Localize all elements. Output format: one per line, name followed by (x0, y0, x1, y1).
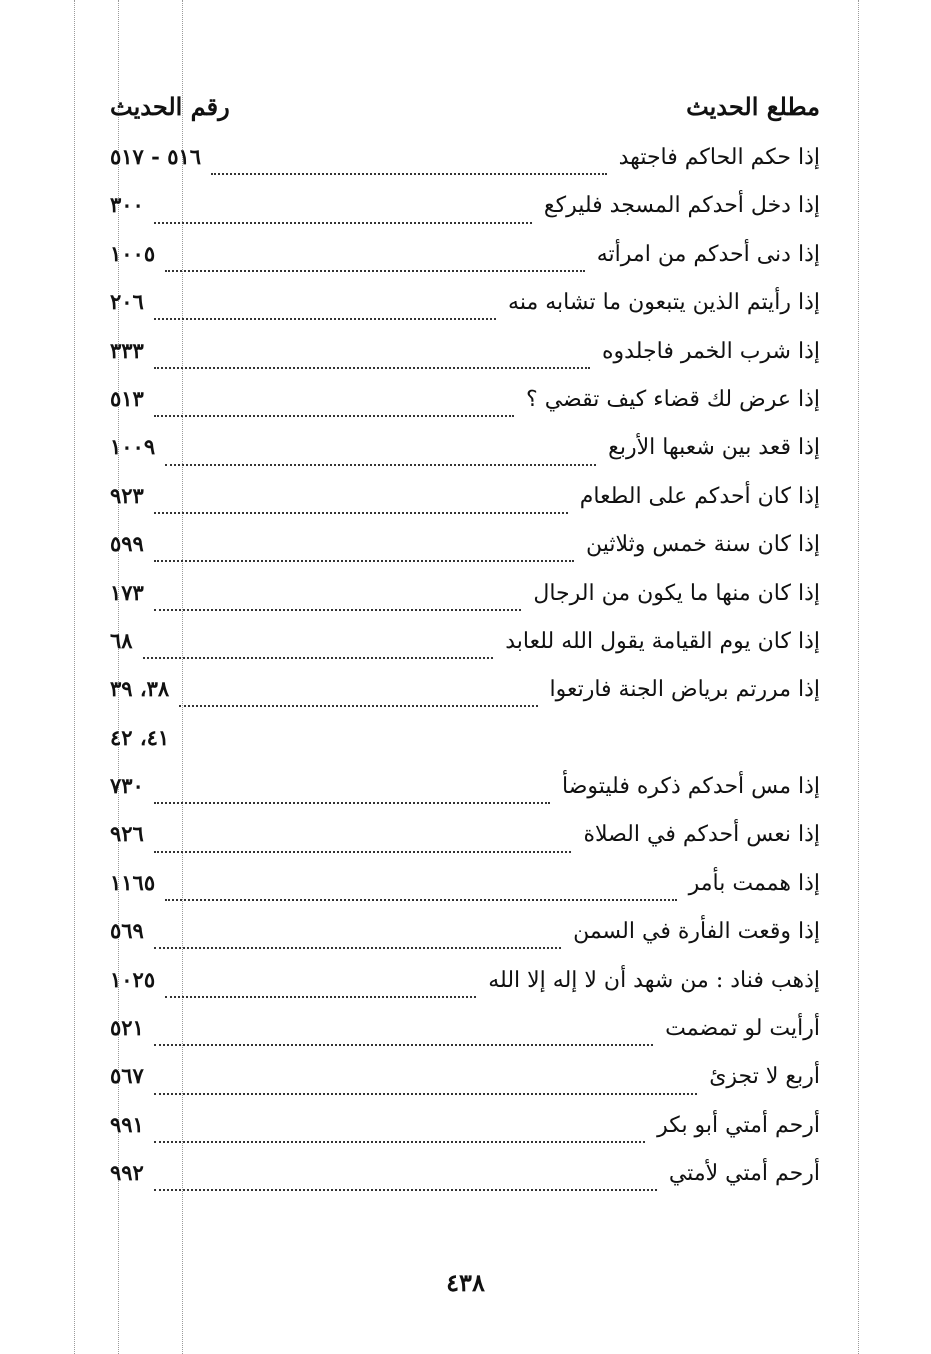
index-entry (110, 580, 820, 628)
index-entry (110, 628, 820, 676)
entry-text: أرأيت لو تمضمت (665, 1016, 820, 1042)
entry-number: ٥١٣ (110, 385, 144, 411)
margin-guide-line (74, 0, 75, 1354)
page-number: ٤٣٨ (446, 1268, 485, 1297)
dot-leader (154, 851, 572, 853)
column-header (110, 92, 820, 144)
entry-text: إذا كان يوم القيامة يقول الله للعابد (505, 628, 820, 654)
entry-number: ٥٢١ (110, 1015, 144, 1041)
index-entry (110, 1160, 820, 1208)
index-entry (110, 434, 820, 482)
index-entry-continuation (110, 725, 820, 773)
header-hadith-number: رقم الحديث (110, 92, 230, 121)
dot-leader (154, 415, 514, 417)
margin-guide-line (858, 0, 859, 1354)
index-entry (110, 1015, 820, 1063)
entry-number: ١٠٠٩ (110, 434, 156, 460)
entry-number: ١٠٠٥ (110, 240, 156, 266)
entry-text: أرحم أمتي لأمتي (668, 1161, 820, 1187)
dot-leader (154, 802, 550, 804)
dot-leader (211, 173, 607, 175)
entry-text: إذا دنى أحدكم من امرأته (596, 241, 820, 267)
dot-leader (165, 899, 676, 901)
entry-text: إذا حكم الحاكم فاجتهد (618, 145, 820, 170)
index-entry (110, 241, 820, 289)
entry-number: ٢٠٦ (110, 289, 144, 315)
dot-leader (154, 367, 590, 369)
entry-text: إذا هممت بأمر (688, 870, 820, 896)
entry-number: ٣٣٣ (110, 337, 144, 363)
entry-number: ٥٦٩ (110, 918, 144, 944)
entry-text: إذا نعس أحدكم في الصلاة (583, 822, 820, 848)
index-entry (110, 773, 820, 821)
index-entry (110, 192, 820, 240)
entry-number: ٩٩١ (110, 1111, 144, 1137)
dot-leader (143, 657, 494, 659)
dot-leader (154, 609, 522, 611)
entry-text: إذا دخل أحدكم المسجد فليركع (543, 193, 820, 219)
dot-leader (154, 1093, 697, 1095)
dot-leader (154, 512, 568, 514)
entry-number: ٧٣٠ (110, 773, 144, 799)
entry-number: ٥٦٧ (110, 1063, 144, 1089)
entry-number: ١٧٣ (110, 579, 144, 605)
index-entry (110, 338, 820, 386)
entry-text: إذا عرض لك قضاء كيف تقضي ؟ (526, 386, 820, 412)
dot-leader (154, 1044, 653, 1046)
header-hadith-start: مطلع الحديث (686, 92, 820, 121)
entry-number: ٩٩٢ (110, 1160, 144, 1186)
entry-text: إذا كان أحدكم على الطعام (579, 483, 820, 509)
entry-text: إذا كان منها ما يكون من الرجال (533, 580, 820, 606)
entry-number: ٥٩٩ (110, 531, 144, 557)
entry-text: إذهب فناد : من شهد أن لا إله إلا الله (488, 967, 820, 993)
entry-text: إذا قعد بين شعبها الأربع (608, 435, 820, 461)
dot-leader (154, 947, 561, 949)
index-page (110, 92, 820, 1209)
index-entry (110, 676, 820, 724)
entry-text: أربع لا تجزئ (709, 1064, 820, 1090)
entry-text: إذا كان سنة خمس وثلاثين (586, 532, 820, 558)
dot-leader (179, 705, 537, 707)
entry-number: ٥١٦ - ٥١٧ (110, 144, 202, 169)
dot-leader (165, 270, 585, 272)
dot-leader (154, 318, 496, 320)
dot-leader (154, 1189, 657, 1191)
index-entry (110, 967, 820, 1015)
entry-number: ٩٢٦ (110, 821, 144, 847)
entry-number: ١٠٢٥ (110, 966, 156, 992)
entry-text: إذا وقعت الفأرة في السمن (573, 919, 820, 945)
index-entry (110, 144, 820, 192)
entry-number: ٤١، ٤٢ (110, 724, 170, 750)
index-entry (110, 870, 820, 918)
entry-text: إذا مررتم برياض الجنة فارتعوا (549, 677, 820, 703)
dot-leader (165, 996, 476, 998)
index-entry (110, 1063, 820, 1111)
index-entry (110, 289, 820, 337)
index-entry (110, 821, 820, 869)
index-entry (110, 386, 820, 434)
entry-number: ٣٠٠ (110, 192, 144, 218)
dot-leader (154, 1141, 645, 1143)
entry-number: ٦٨ (110, 627, 133, 653)
index-entry (110, 483, 820, 531)
entry-text: إذا شرب الخمر فاجلدوه (602, 338, 820, 364)
index-entry (110, 1112, 820, 1160)
dot-leader (154, 560, 574, 562)
dot-leader (165, 464, 596, 466)
entry-number: ١١٦٥ (110, 869, 156, 895)
dot-leader (154, 222, 532, 224)
entry-text: إذا مس أحدكم ذكره فليتوضأ (562, 774, 820, 800)
entry-text: إذا رأيتم الذين يتبعون ما تشابه منه (508, 290, 820, 316)
entry-number: ٩٢٣ (110, 482, 144, 508)
entry-text: أرحم أمتي أبو بكر (657, 1112, 820, 1138)
index-entry (110, 918, 820, 966)
index-entry (110, 531, 820, 579)
entry-number: ٣٨، ٣٩ (110, 676, 170, 702)
